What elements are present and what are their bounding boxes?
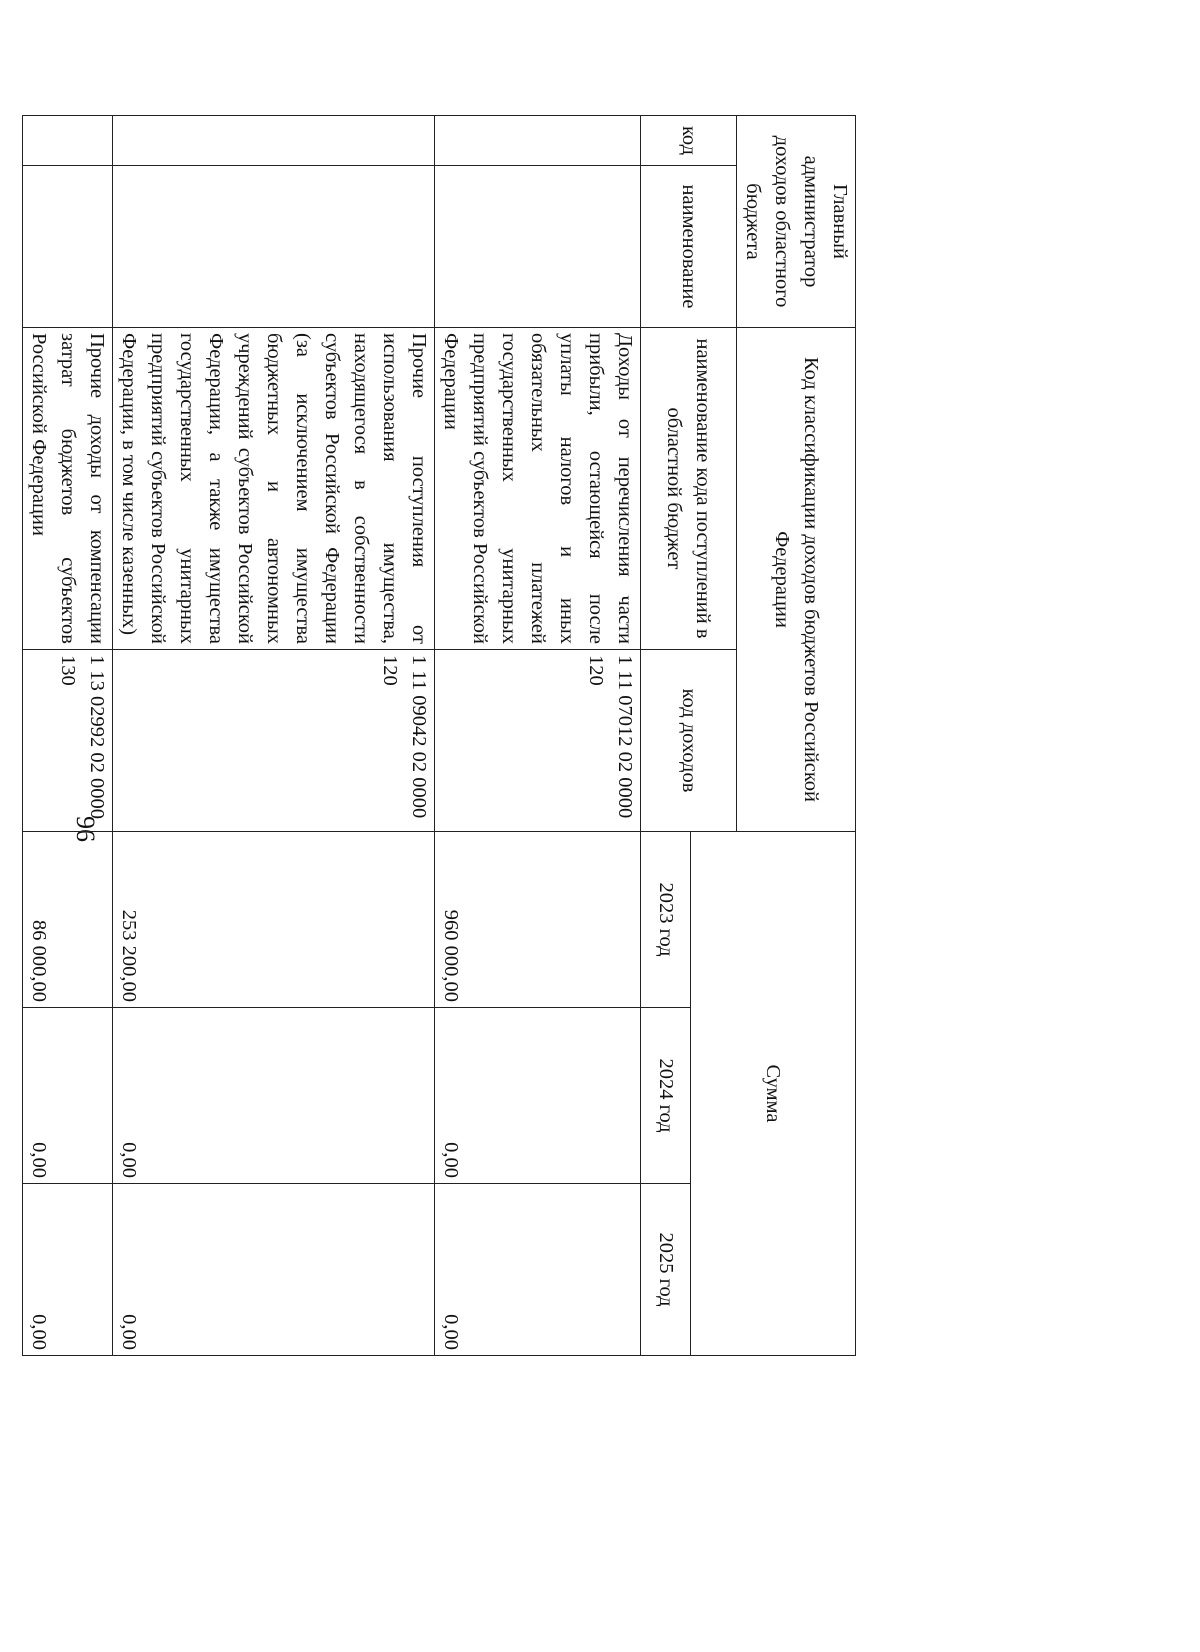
admin-name-header: наименование [641,166,737,328]
year-2023-header: 2023 год [641,832,691,1008]
classification-group-header: Код классификации доходов бюджетов Российской Федерации [737,328,856,832]
sum-2023-cell: 960 000,00 [435,832,641,1008]
budget-table-container [28,115,856,1355]
sum-2025-cell: 0,00 [435,1184,641,1356]
income-code-cell: 1 13 02992 02 0000 130 [23,650,113,832]
admin-code-cell [435,116,641,166]
table-row [113,116,435,1356]
table-row [23,116,113,1356]
sum-group-header: Сумма [691,832,856,1356]
income-code-header: код доходов [641,650,737,832]
sum-2023-cell: 253 200,00 [113,832,435,1008]
classification-name-header: наименование кода поступлений в областной бюджет [641,328,737,650]
admin-group-header: Главный администратор доходов областного бюджета [737,116,856,328]
budget-income-table [22,115,856,1356]
description-cell: Прочие доходы от компенсации затрат бюджетов субъектов Российской Федерации [23,328,113,650]
sum-2024-cell: 0,00 [113,1008,435,1184]
income-code-cell: 1 11 09042 02 0000 120 [113,650,435,832]
admin-name-cell [113,166,435,328]
sum-2025-cell: 0,00 [113,1184,435,1356]
year-2025-header: 2025 год [641,1184,691,1356]
admin-code-header: код [641,116,737,166]
admin-code-cell [113,116,435,166]
admin-name-cell [23,166,113,328]
description-cell: Доходы от перечисления части прибыли, остающейся после уплаты налогов и иных обязательных платежей государственных унитарных предприятий субъектов Российской Федерации [435,328,641,650]
sum-2025-cell: 0,00 [23,1184,113,1356]
sum-2024-cell: 0,00 [435,1008,641,1184]
year-2024-header: 2024 год [641,1008,691,1184]
admin-name-cell [435,166,641,328]
sum-2024-cell: 0,00 [23,1008,113,1184]
description-cell: Прочие поступления от использования имущества, находящегося в собственности субъектов Российской Федерации (за исключением имущества бюджетных и автономных учреждений субъектов Российской Федерации, а также имущества государственных унитарных предприятий субъектов Российской Федерации, в том числе казенных) [113,328,435,650]
income-code-cell: 1 11 07012 02 0000 120 [435,650,641,832]
sum-2023-cell: 86 000,00 [23,832,113,1008]
table-row [435,116,641,1356]
page-number: 96 [71,816,100,842]
admin-code-cell [23,116,113,166]
